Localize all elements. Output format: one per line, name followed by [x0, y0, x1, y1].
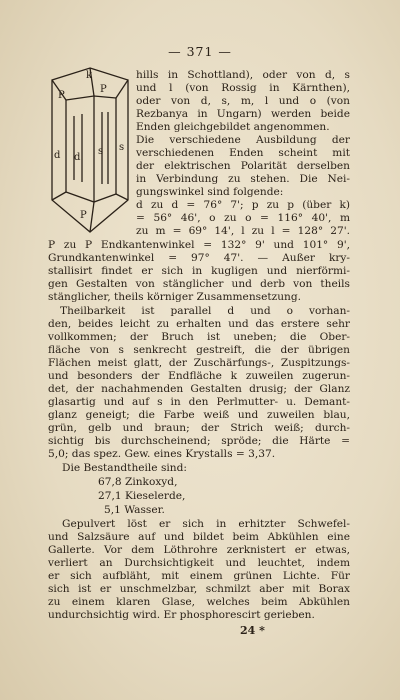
- text-line: 5,0; das spez. Gew. eines Krystalls = 3,37.: [48, 448, 276, 460]
- text-line: undurchsichtig wird. Er phosphorescirt gerieben.: [48, 609, 315, 621]
- text-line: Enden gleichgebildet angenommen.: [136, 121, 330, 133]
- text-line: hills in Schottland), oder von d, s: [136, 69, 350, 81]
- signature-mark: 24 *: [240, 624, 265, 637]
- text-line: zu m = 69° 14', l zu l = 128° 27'.: [136, 225, 350, 237]
- text-line: glasartig und auf s in den Perlmutter- u. Demant-: [48, 396, 350, 408]
- text-line: Die Bestandtheile sind:: [62, 462, 187, 474]
- text-line: fläche von s senkrecht gestreift, die der übrigen: [48, 344, 350, 356]
- text-line: und besonders der Endfläche k zuweilen zugerun-: [48, 370, 350, 382]
- figure-label: P: [58, 90, 65, 101]
- text-line: der elektrischen Polarität derselben: [136, 160, 350, 172]
- text-line: 5,1 Wasser.: [104, 504, 165, 516]
- text-line: und Salzsäure auf und bildet beim Abkühlen eine: [48, 531, 350, 543]
- text-line: vollkommen; der Bruch ist uneben; die Ober-: [48, 331, 350, 343]
- text-line: 27,1 Kieselerde,: [98, 490, 186, 502]
- text-line: oder von d, s, m, l und o (von: [136, 95, 350, 107]
- text-line: Grundkantenwinkel = 97° 47'. — Außer kry-: [48, 252, 350, 264]
- page-number: — 371 —: [168, 44, 232, 59]
- text-line: stänglicher, theils körniger Zusammensetzung.: [48, 291, 301, 303]
- text-line: glanz geneigt; die Farbe weiß und zuweilen blau,: [48, 409, 350, 421]
- text-line: Gepulvert löst er sich in erhitzter Schwefel-: [62, 518, 350, 530]
- figure-label: P: [80, 210, 87, 221]
- text-line: d zu d = 76° 7'; p zu p (über k): [136, 199, 350, 211]
- figure-label: d: [54, 150, 61, 161]
- text-line: Rezbanya in Ungarn) werden beide: [136, 108, 350, 120]
- text-line: in Verbindung zu stehen. Die Nei-: [136, 173, 350, 185]
- text-line: sich ist er unschmelzbar, schmilzt aber mit Borax: [48, 583, 350, 595]
- text-line: = 56° 46', o zu o = 116° 40', m: [136, 212, 350, 224]
- text-line: verschiedenen Enden scheint mit: [136, 147, 350, 159]
- figure-label: P: [100, 84, 107, 95]
- figure-label: d: [74, 152, 81, 163]
- text-line: verliert an Durchsichtigkeit und leuchtet, indem: [48, 557, 350, 569]
- text-line: stallisirt findet er sich in kugligen und nierförmi-: [48, 265, 350, 277]
- figure-label: k: [86, 70, 93, 81]
- text-line: grün, gelb und braun; der Strich weiß; durch-: [48, 422, 350, 434]
- text-line: und l (von Rossig in Kärnthen),: [136, 82, 350, 94]
- text-line: Die verschiedene Ausbildung der: [136, 134, 350, 146]
- text-line: er sich aufbläht, mit einem grünen Lichte. Für: [48, 570, 350, 582]
- text-line: den, beides leicht zu erhalten und das erstere sehr: [48, 318, 350, 330]
- text-line: det, der nachahmenden Gestalten drusig; der Glanz: [48, 383, 350, 395]
- text-line: sichtig bis durchscheinend; spröde; die Härte =: [48, 435, 350, 447]
- text-line: gungswinkel sind folgende:: [136, 186, 284, 198]
- text-line: Flächen meist glatt, der Zuschärfungs-, Zuspitzungs-: [48, 357, 350, 369]
- text-line: gen Gestalten von stänglicher und derb von theils: [48, 278, 350, 290]
- text-line: zu einem klaren Glase, welches beim Abkühlen: [48, 596, 350, 608]
- text-line: P zu P Endkantenwinkel = 132° 9' und 101° 9',: [48, 239, 350, 251]
- text-line: Gallerte. Vor dem Löthrohre zerknistert er etwas,: [48, 544, 350, 556]
- text-line: 67,8 Zinkoxyd,: [98, 476, 178, 488]
- text-line: Theilbarkeit ist parallel d und o vorhan-: [60, 305, 350, 317]
- figure-label: s: [98, 146, 104, 157]
- figure-label: s: [119, 142, 125, 153]
